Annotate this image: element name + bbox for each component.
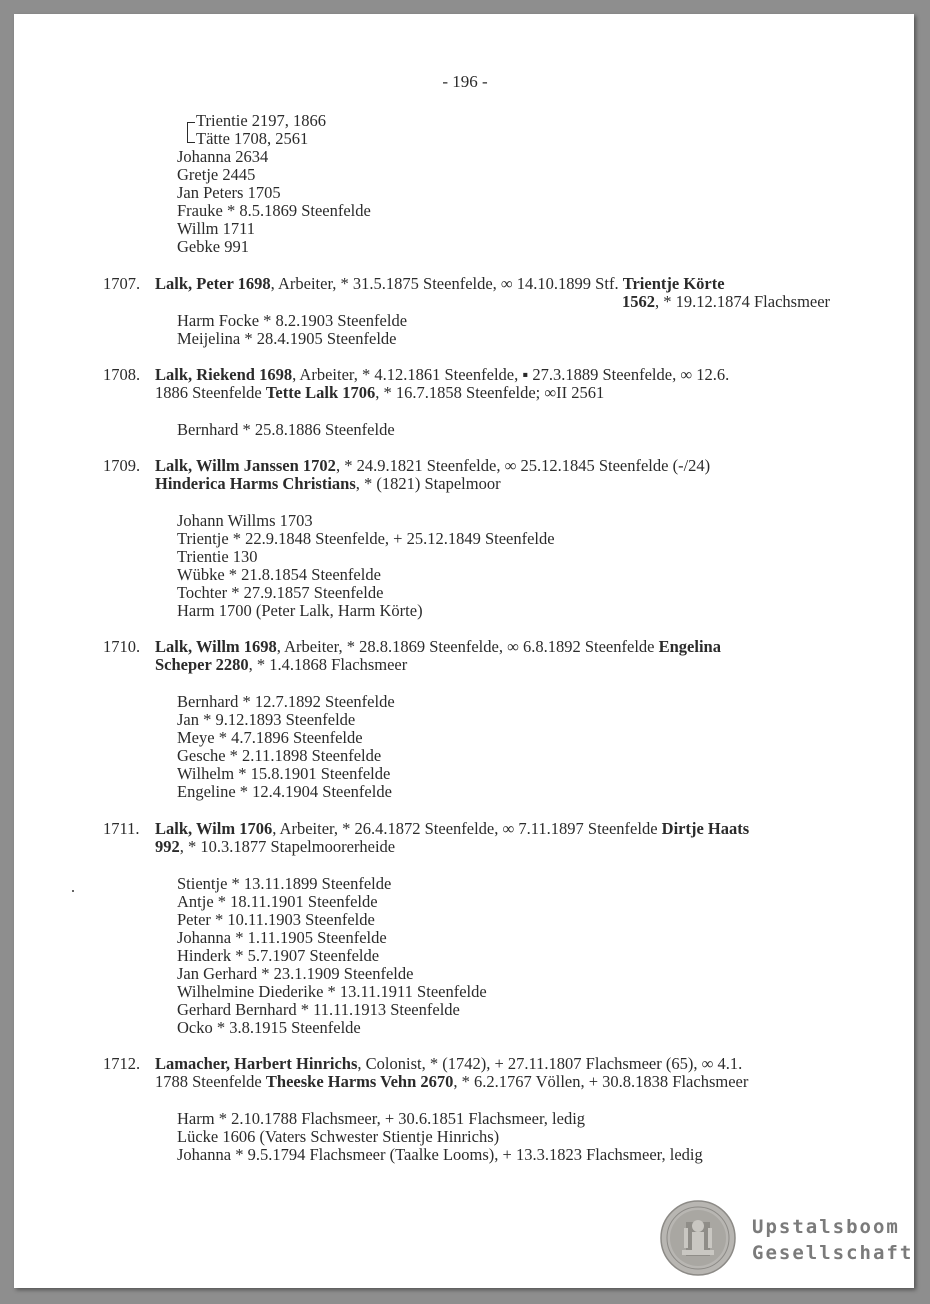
- entry-header: [155, 456, 710, 475]
- entry-header: [155, 274, 725, 293]
- child-line: Stientje * 13.11.1899 Steenfelde: [177, 874, 392, 893]
- entry-number: 1710.: [103, 637, 141, 656]
- child-line: Harm * 2.10.1788 Flachsmeer, + 30.6.1851 Flachsmeer, ledig: [177, 1109, 586, 1128]
- bracket-top: [187, 122, 195, 123]
- child-line: Gesche * 2.11.1898 Steenfelde: [177, 746, 382, 765]
- spouse-details: , * 10.3.1877 Stapelmoorerheide: [179, 837, 396, 856]
- entry-header-cont: [155, 474, 501, 493]
- spouse-number: 992: [155, 837, 180, 856]
- entry-details: , * 24.9.1821 Steenfelde, ∞ 25.12.1845 Steenfelde (-/24): [335, 456, 711, 475]
- seal-icon: [660, 1200, 736, 1276]
- marriage-details: 1886 Steenfelde: [155, 383, 266, 402]
- child-line: Willm 1711: [177, 219, 256, 238]
- child-line: Johanna 2634: [177, 147, 269, 166]
- child-line: Harm 1700 (Peter Lalk, Harm Körte): [177, 601, 423, 620]
- child-line: Lücke 1606 (Vaters Schwester Stientje Hinrichs): [177, 1127, 500, 1146]
- child-line: Bernhard * 25.8.1886 Steenfelde: [177, 420, 395, 439]
- entry-number: 1707.: [103, 274, 141, 293]
- bracket-line-2: Tätte 1708, 2561: [196, 129, 309, 148]
- spouse-number: 1562: [622, 292, 655, 311]
- logo-line-1: Upstalsboom: [752, 1216, 900, 1238]
- spouse-details: , * 1.4.1868 Flachsmeer: [248, 655, 408, 674]
- entry-header-cont: [622, 292, 830, 311]
- spouse-name-cont: Scheper 2280: [155, 655, 249, 674]
- entry-header: [155, 819, 749, 838]
- entry-details: , Arbeiter, * 4.12.1861 Steenfelde, ▪ 27.3.1889 Steenfelde, ∞ 12.6.: [292, 365, 730, 384]
- child-line: Gebke 991: [177, 237, 249, 256]
- entry-header: [155, 1054, 742, 1073]
- entry-number: 1712.: [103, 1054, 141, 1073]
- spouse-details: , * 6.2.1767 Völlen, + 30.8.1838 Flachsmeer: [453, 1072, 749, 1091]
- child-line: Bernhard * 12.7.1892 Steenfelde: [177, 692, 395, 711]
- entry-number: 1708.: [103, 365, 141, 384]
- child-line: Harm Focke * 8.2.1903 Steenfelde: [177, 311, 408, 330]
- child-line: Antje * 18.11.1901 Steenfelde: [177, 892, 378, 911]
- bracket-bottom: [187, 142, 195, 143]
- entry-number: 1711.: [103, 819, 140, 838]
- person-name: Lalk, Peter 1698: [155, 274, 271, 293]
- child-line: Trientje * 22.9.1848 Steenfelde, + 25.12.1849 Steenfelde: [177, 529, 555, 548]
- entry-header-cont: [155, 837, 395, 856]
- child-line: Hinderk * 5.7.1907 Steenfelde: [177, 946, 380, 965]
- child-line: Meye * 4.7.1896 Steenfelde: [177, 728, 363, 747]
- entry-number: 1709.: [103, 456, 141, 475]
- spouse-details: , * (1821) Stapelmoor: [355, 474, 501, 493]
- scan-speck: [72, 890, 74, 892]
- spouse-name: Hinderica Harms Christians: [155, 474, 356, 493]
- spouse-name: Theeske Harms Vehn 2670: [265, 1072, 454, 1091]
- child-line: Jan Gerhard * 23.1.1909 Steenfelde: [177, 964, 414, 983]
- child-line: Johanna * 9.5.1794 Flachsmeer (Taalke Looms), + 13.3.1823 Flachsmeer, ledig: [177, 1145, 703, 1164]
- person-name: Lalk, Willm Janssen 1702: [155, 456, 336, 475]
- entry-details: , Arbeiter, * 26.4.1872 Steenfelde, ∞ 7.11.1897 Steenfelde: [272, 819, 662, 838]
- spouse-name: Tette Lalk 1706: [265, 383, 376, 402]
- spouse-name: Trientje Körte: [622, 274, 725, 293]
- person-name: Lalk, Wilm 1706: [155, 819, 273, 838]
- spouse-details: , * 16.7.1858 Steenfelde; ∞II 2561: [375, 383, 605, 402]
- child-line: Gretje 2445: [177, 165, 256, 184]
- child-line: Johanna * 1.11.1905 Steenfelde: [177, 928, 387, 947]
- marriage-details: 1788 Steenfelde: [155, 1072, 266, 1091]
- entry-header: [155, 637, 721, 656]
- child-line: Jan * 9.12.1893 Steenfelde: [177, 710, 356, 729]
- bracket-line: [187, 122, 188, 142]
- entry-details: , Colonist, * (1742), + 27.11.1807 Flachsmeer (65), ∞ 4.1.: [357, 1054, 743, 1073]
- child-line: Johann Willms 1703: [177, 511, 313, 530]
- page-number: - 196 -: [442, 72, 488, 91]
- child-line: Frauke * 8.5.1869 Steenfelde: [177, 201, 371, 220]
- spouse-details: , * 19.12.1874 Flachsmeer: [655, 292, 831, 311]
- child-line: Tochter * 27.9.1857 Steenfelde: [177, 583, 384, 602]
- child-line: Jan Peters 1705: [177, 183, 281, 202]
- child-line: Ocko * 3.8.1915 Steenfelde: [177, 1018, 361, 1037]
- spouse-name: Engelina: [658, 637, 721, 656]
- logo-line-2: Gesellschaft: [752, 1242, 914, 1264]
- child-line: Wübke * 21.8.1854 Steenfelde: [177, 565, 381, 584]
- child-line: Trientie 130: [177, 547, 258, 566]
- entry-header: [155, 365, 729, 384]
- entry-header-cont: [155, 1072, 748, 1091]
- entry-details: , Arbeiter, * 28.8.1869 Steenfelde, ∞ 6.8.1892 Steenfelde: [276, 637, 659, 656]
- child-line: Wilhelmine Diederike * 13.11.1911 Steenfelde: [177, 982, 487, 1001]
- child-line: Peter * 10.11.1903 Steenfelde: [177, 910, 375, 929]
- child-line: Meijelina * 28.4.1905 Steenfelde: [177, 329, 397, 348]
- spouse-name: Dirtje Haats: [661, 819, 750, 838]
- person-name: Lamacher, Harbert Hinrichs: [155, 1054, 358, 1073]
- entry-details: , Arbeiter, * 31.5.1875 Steenfelde, ∞ 14.10.1899 Stf.: [270, 274, 623, 293]
- person-name: Lalk, Willm 1698: [155, 637, 277, 656]
- entry-header-cont: [155, 383, 604, 402]
- child-line: Wilhelm * 15.8.1901 Steenfelde: [177, 764, 391, 783]
- person-name: Lalk, Riekend 1698: [155, 365, 293, 384]
- entry-header-cont: [155, 655, 407, 674]
- child-line: Engeline * 12.4.1904 Steenfelde: [177, 782, 392, 801]
- child-line: Gerhard Bernhard * 11.11.1913 Steenfelde: [177, 1000, 460, 1019]
- bracket-line-1: Trientie 2197, 1866: [196, 111, 327, 130]
